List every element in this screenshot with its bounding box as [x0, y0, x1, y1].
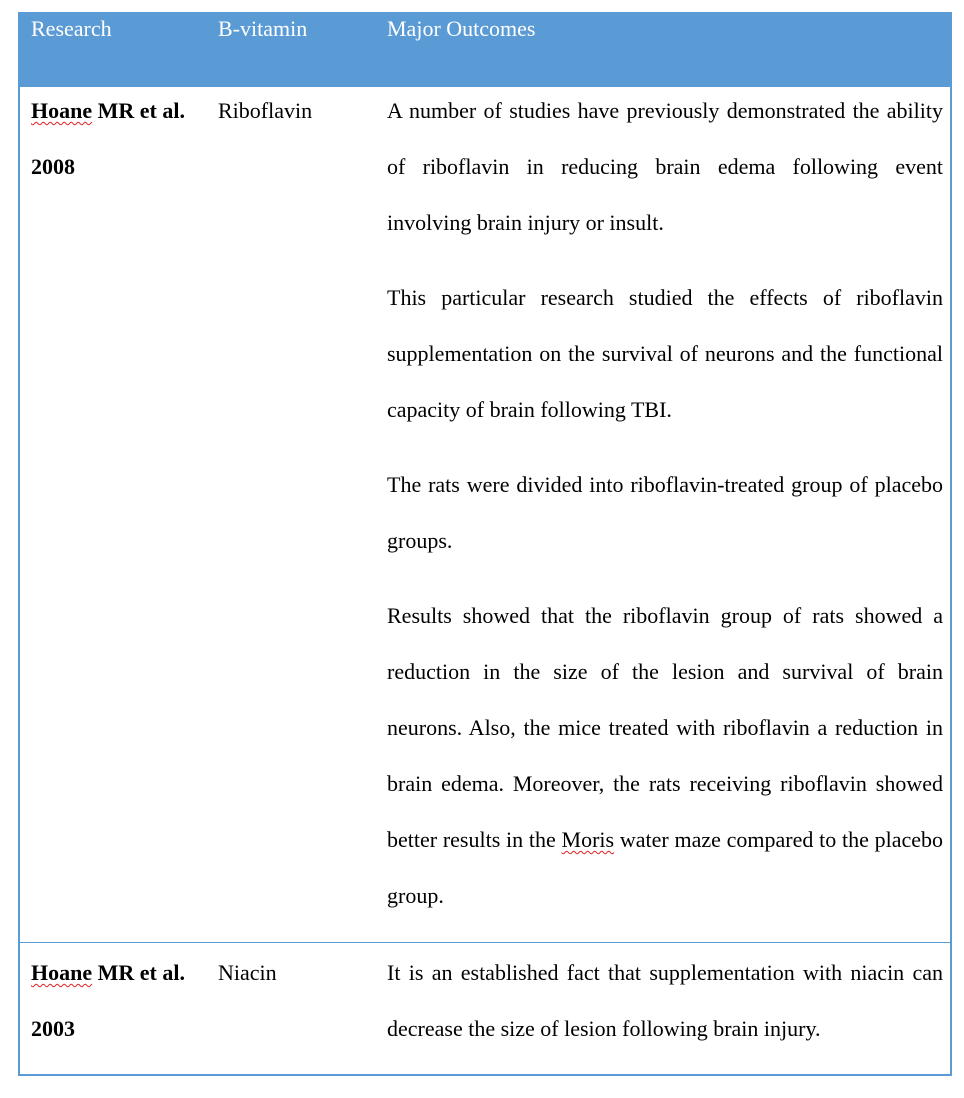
header-b-vitamin: B-vitamin: [218, 16, 308, 41]
research-cell: [31, 83, 216, 195]
outcome-paragraph: Results showed that the riboflavin group of rats showed a reduction in the size of the lesion and survival of brain neurons. Also, the mice treated with riboflavin a reduction in brain edema. Moreover, the rats receiving riboflavin showed better results in the Moris water maze compared to the placebo group.: [387, 603, 944, 908]
author-surname: Hoane: [31, 98, 93, 123]
table-row: [20, 942, 950, 1075]
research-year: 2008: [31, 154, 75, 179]
research-year: 2003: [31, 1016, 75, 1041]
table-row: [20, 87, 950, 942]
outcome-paragraph: The rats were divided into riboflavin-treated group of placebo groups.: [387, 472, 943, 553]
table-header: [20, 14, 950, 87]
outcomes-cell: [387, 83, 943, 943]
author-rest: MR et al.: [92, 98, 185, 123]
misspelled-word: Moris: [561, 827, 615, 852]
outcome-paragraph: This particular research studied the effects of riboflavin supplementation on the survival of neurons and the functional capacity of brain following TBI.: [387, 285, 943, 422]
author-line: [31, 945, 216, 1001]
b-vitamin-cell: Niacin: [218, 960, 277, 985]
b-vitamin-cell: Riboflavin: [218, 98, 313, 123]
author-surname: Hoane: [31, 960, 93, 985]
research-cell: [31, 945, 216, 1057]
header-major-outcomes: Major Outcomes: [387, 16, 536, 41]
author-line: [31, 83, 216, 139]
author-rest: MR et al.: [92, 960, 185, 985]
outcome-paragraph: A number of studies have previously demonstrated the ability of riboflavin in reducing brain edema following event involving brain injury or insult.: [387, 98, 943, 235]
outcomes-cell: [387, 945, 943, 1076]
header-research: Research: [31, 16, 112, 41]
outcome-paragraph: It is an established fact that supplementation with niacin can decrease the size of lesion following brain injury.: [387, 960, 943, 1041]
research-table: [18, 12, 952, 1076]
